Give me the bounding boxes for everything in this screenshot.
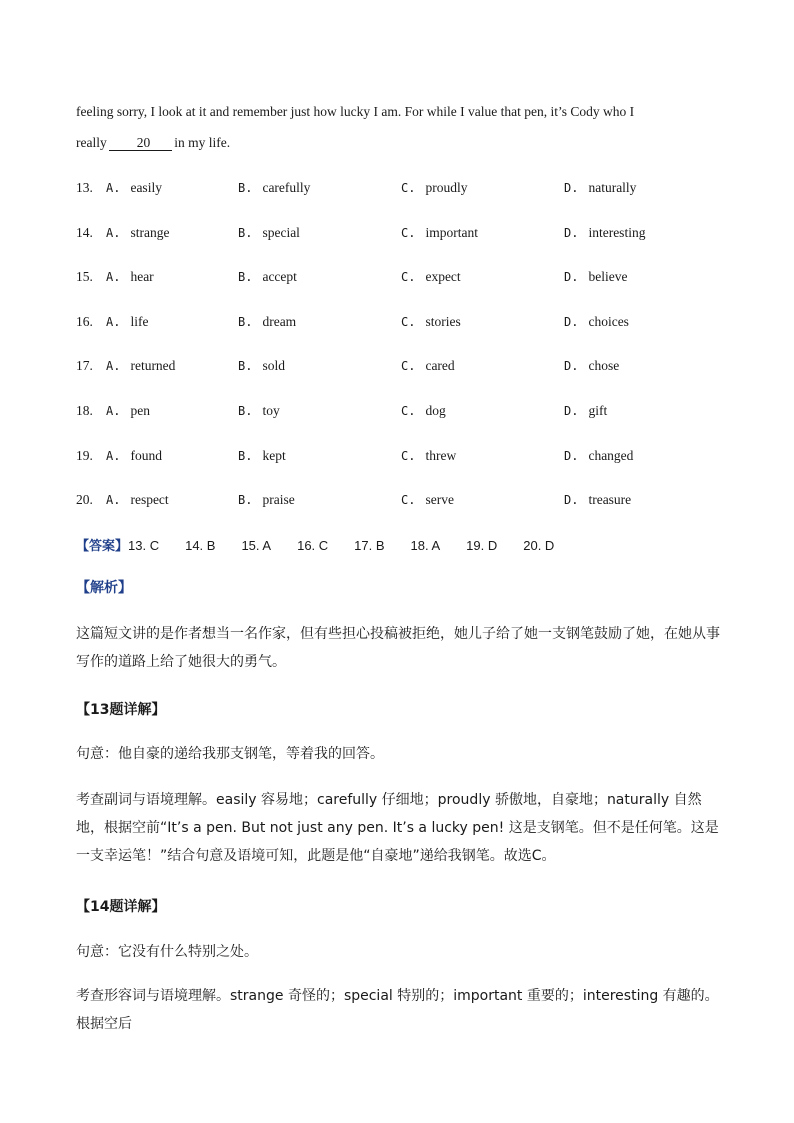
option-text: life [130, 314, 149, 329]
answer-items [128, 538, 580, 553]
option-letter: B. [238, 226, 253, 240]
option-c [401, 314, 461, 330]
option-c [401, 180, 467, 196]
option-b [238, 180, 310, 196]
option-text: pen [130, 403, 150, 418]
option-text: gift [588, 403, 608, 418]
passage-line-1: feeling sorry, I look at it and remember just how lucky I am. For while I value that pen, it’s Cody who I [76, 104, 635, 119]
option-b [238, 358, 285, 374]
option-letter: C. [401, 226, 416, 240]
question-number: 13. [76, 180, 93, 195]
option-letter: D. [564, 359, 579, 373]
option-letter: C. [401, 359, 416, 373]
option-text: important [425, 225, 478, 240]
q14-detail-tag: 【14题详解】 [76, 899, 166, 915]
option-text: threw [425, 448, 457, 463]
answer-tag: 【答案】 [76, 539, 129, 554]
option-a [106, 448, 162, 464]
option-c [401, 448, 456, 464]
option-letter: A. [106, 270, 121, 284]
option-c [401, 492, 454, 508]
option-text: expect [425, 269, 461, 284]
option-letter: B. [238, 315, 253, 329]
question-row [76, 225, 716, 245]
answer-item: 19. D [466, 538, 498, 553]
question-number: 20. [76, 492, 93, 507]
passage-line-2-end: in my life. [174, 135, 231, 150]
option-text: accept [262, 269, 297, 284]
option-a [106, 180, 162, 196]
option-text: special [262, 225, 300, 240]
option-text: cared [425, 358, 455, 373]
option-letter: C. [401, 449, 416, 463]
option-d [564, 225, 645, 241]
answer-item: 14. B [185, 538, 216, 553]
option-text: changed [588, 448, 634, 463]
option-text: strange [130, 225, 170, 240]
option-letter: C. [401, 181, 416, 195]
option-letter: D. [564, 493, 579, 507]
answer-item: 16. C [297, 538, 329, 553]
option-c [401, 358, 455, 374]
answer-item: 15. A [241, 538, 272, 553]
option-a [106, 358, 175, 374]
option-d [564, 314, 629, 330]
option-letter: B. [238, 404, 253, 418]
option-d [564, 358, 619, 374]
option-b [238, 314, 296, 330]
option-letter: A. [106, 315, 121, 329]
option-a [106, 269, 154, 285]
option-text: hear [130, 269, 154, 284]
option-text: choices [588, 314, 629, 329]
option-letter: B. [238, 493, 253, 507]
option-a [106, 314, 148, 330]
option-letter: A. [106, 449, 121, 463]
option-letter: D. [564, 404, 579, 418]
blank-20: 20 [109, 136, 173, 151]
question-number: 14. [76, 225, 93, 240]
option-text: proudly [425, 180, 468, 195]
option-letter: A. [106, 493, 121, 507]
option-text: believe [588, 269, 628, 284]
option-text: kept [262, 448, 286, 463]
option-text: interesting [588, 225, 646, 240]
option-d [564, 492, 631, 508]
option-letter: A. [106, 359, 121, 373]
passage-line-2 [76, 135, 230, 151]
option-text: naturally [588, 180, 637, 195]
option-letter: B. [238, 270, 253, 284]
option-text: easily [130, 180, 162, 195]
option-d [564, 180, 636, 196]
option-letter: B. [238, 359, 253, 373]
question-number: 19. [76, 448, 93, 463]
option-text: sold [262, 358, 285, 373]
q13-detail: 考查副词与语境理解。easily 容易地；carefully 仔细地；proudly 骄傲地，自豪地；naturally 自然地，根据空前“It’s a pen. But not just any pen. It’s a lucky pen! 这是支钢笔。但不是任何笔。这是一支幸运笔！”结合句意及语境可知，此题是他“自豪地”递给我钢笔。故选C。 [76, 792, 719, 864]
question-row [76, 314, 716, 334]
question-row [76, 180, 716, 200]
option-c [401, 269, 461, 285]
option-c [401, 225, 478, 241]
option-b [238, 225, 300, 241]
q14-detail: 考查形容词与语境理解。strange 奇怪的；special 特别的；important 重要的；interesting 有趣的。根据空后 [76, 988, 719, 1032]
option-letter: D. [564, 226, 579, 240]
question-row [76, 269, 716, 289]
q13-detail-tag: 【13题详解】 [76, 702, 166, 718]
analysis-tag: 【解析】 [76, 580, 132, 596]
option-a [106, 225, 169, 241]
option-b [238, 403, 280, 419]
answer-item: 13. C [128, 538, 160, 553]
question-number: 16. [76, 314, 93, 329]
option-letter: D. [564, 181, 579, 195]
option-c [401, 403, 446, 419]
option-letter: C. [401, 315, 416, 329]
option-d [564, 269, 627, 285]
q13-meaning: 句意：他自豪的递给我那支钢笔，等着我的回答。 [76, 746, 384, 762]
option-text: treasure [588, 492, 632, 507]
option-d [564, 403, 607, 419]
question-row [76, 492, 716, 512]
option-letter: C. [401, 493, 416, 507]
option-b [238, 269, 297, 285]
answer-item: 17. B [354, 538, 385, 553]
question-number: 15. [76, 269, 93, 284]
option-text: dream [262, 314, 297, 329]
option-b [238, 492, 295, 508]
passage-line-2-start: really [76, 135, 107, 150]
question-row [76, 358, 716, 378]
option-text: serve [425, 492, 454, 507]
option-letter: D. [564, 315, 579, 329]
answer-item: 20. D [523, 538, 555, 553]
option-text: carefully [262, 180, 311, 195]
option-text: dog [425, 403, 446, 418]
question-number: 18. [76, 403, 93, 418]
option-text: chose [588, 358, 620, 373]
option-letter: C. [401, 270, 416, 284]
option-text: toy [262, 403, 280, 418]
option-letter: C. [401, 404, 416, 418]
question-number: 17. [76, 358, 93, 373]
question-row [76, 403, 716, 423]
option-letter: D. [564, 270, 579, 284]
option-letter: D. [564, 449, 579, 463]
option-letter: B. [238, 449, 253, 463]
option-text: found [130, 448, 162, 463]
analysis-summary: 这篇短文讲的是作者想当一名作家，但有些担心投稿被拒绝，她儿子给了她一支钢笔鼓励了她，在她从事写作的道路上给了她很大的勇气。 [76, 626, 720, 670]
option-letter: A. [106, 404, 121, 418]
option-text: returned [130, 358, 176, 373]
option-text: praise [262, 492, 295, 507]
q14-meaning: 句意：它没有什么特别之处。 [76, 944, 258, 960]
option-a [106, 492, 169, 508]
option-letter: B. [238, 181, 253, 195]
option-a [106, 403, 150, 419]
option-text: stories [425, 314, 461, 329]
option-letter: A. [106, 226, 121, 240]
answer-item: 18. A [410, 538, 441, 553]
option-d [564, 448, 633, 464]
option-text: respect [130, 492, 169, 507]
option-letter: A. [106, 181, 121, 195]
option-b [238, 448, 286, 464]
answer-row [76, 535, 580, 554]
question-row [76, 448, 716, 468]
